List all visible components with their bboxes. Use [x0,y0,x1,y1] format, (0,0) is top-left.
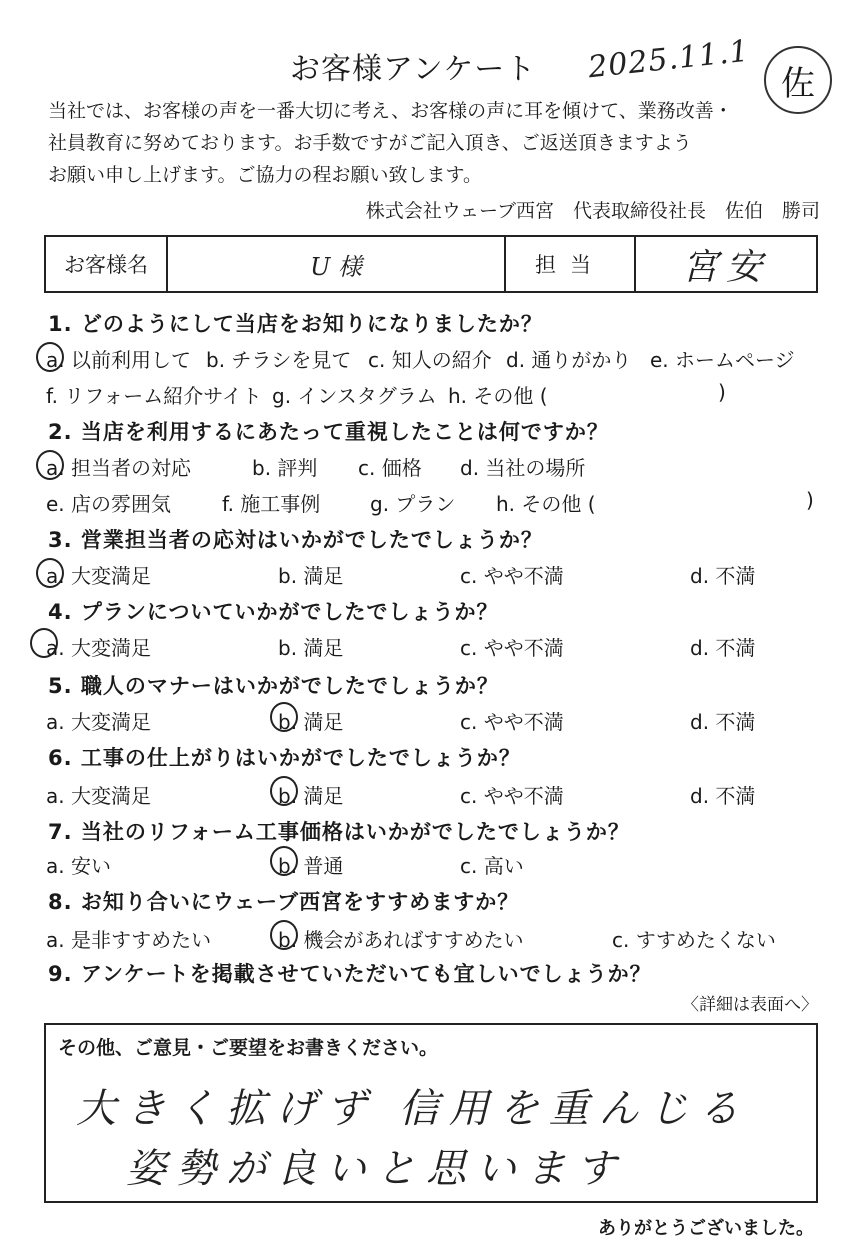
question-9-title: 9. アンケートを掲載させていただいても宜しいでしょうか？ [48,962,652,986]
q2-option-f: f. 施工事例 [222,492,321,516]
staff-label: 担当 [506,237,636,291]
q1-option-h: h. その他 ( [448,384,548,408]
handwritten-comment-line-2: 姿勢が良いと思います [126,1146,626,1192]
q2-option-b: b. 評判 [252,456,318,480]
q7-option-a: a. 安い [46,854,111,878]
handwritten-comment-line-1: 大きく拡げず 信用を重んじる [76,1086,749,1132]
customer-info-table [44,235,818,293]
q5-option-d: d. 不満 [690,710,756,734]
q7-option-b: b. 普通 [278,854,344,878]
q3-option-b: b. 満足 [278,564,344,588]
q1-option-b: b. チラシを見て [206,348,352,372]
q5-option-b: b. 満足 [278,710,344,734]
handwritten-date: 2025.11.1 [586,33,752,86]
q8-option-c: c. すすめたくない [612,928,776,952]
q1-option-d: d. 通りがかり [506,348,632,372]
q2-option-h-close: ) [806,488,814,512]
q8-option-a: a. 是非すすめたい [46,928,212,952]
question-5-title: 5. 職人のマナーはいかがでしたでしょうか？ [48,674,499,698]
q1-option-e: e. ホームページ [650,348,795,372]
q6-option-c: c. やや不満 [460,784,564,808]
survey-title: お客様アンケート [290,52,537,87]
question-7-title: 7. 当社のリフォーム工事価格はいかがでしたでしょうか？ [48,820,630,844]
q2-option-g: g. プラン [370,492,456,516]
q2-option-e: e. 店の雰囲気 [46,492,172,516]
q4-option-d: d. 不満 [690,636,756,660]
customer-name-label: お客様名 [46,237,168,291]
comment-label: その他、ご意見・ご要望をお書きください。 [58,1037,439,1059]
q3-option-a: a. 大変満足 [46,564,151,588]
q1-option-c: c. 知人の紹介 [368,348,492,372]
q9-detail-note: 〈詳細は表面へ〉 [682,995,818,1015]
q1-option-g: g. インスタグラム [272,384,437,408]
thank-you-note: ありがとうございました。 [598,1218,814,1239]
q2-option-h: h. その他 ( [496,492,596,516]
company-signature: 株式会社ウェーブ西宮 代表取締役社長 佐伯 勝司 [365,200,820,222]
q8-option-b: b. 機会があればすすめたい [278,928,524,952]
q1-option-h-close: ) [718,380,726,404]
q4-option-a: a. 大変満足 [46,636,151,660]
q5-option-a: a. 大変満足 [46,710,151,734]
question-6-title: 6. 工事の仕上がりはいかがでしたでしょうか？ [48,746,521,770]
q3-option-c: c. やや不満 [460,564,564,588]
staff-name-value: 宮安 [681,246,770,288]
q4-option-c: c. やや不満 [460,636,564,660]
question-2-title: 2. 当店を利用するにあたって重視したことは何ですか？ [48,420,609,444]
intro-line-1: 当社では、お客様の声を一番大切に考え、お客様の声に耳を傾けて、業務改善・ [48,100,733,122]
comment-box [44,1023,818,1203]
intro-line-3: お願い申し上げます。ご協力の程お願い致します。 [48,164,482,186]
q2-option-c: c. 価格 [358,456,422,480]
q6-option-d: d. 不満 [690,784,756,808]
q1-option-a: a. 以前利用して [46,348,191,372]
question-3-title: 3. 営業担当者の応対はいかがでしたでしょうか？ [48,528,543,552]
approval-stamp [764,46,832,114]
question-1-title: 1. どのようにして当店をお知りになりましたか？ [48,312,543,336]
stamp-character: 佐 [781,63,815,104]
q7-option-c: c. 高い [460,854,524,878]
q1-option-f: f. リフォーム紹介サイト [46,384,262,408]
question-4-title: 4. プランについていかがでしたでしょうか？ [48,600,499,624]
question-8-title: 8. お知り合いにウェーブ西宮をすすめますか？ [48,890,520,914]
q2-option-a: a. 担当者の対応 [46,456,191,480]
customer-name-value: U 様 [168,237,506,291]
q4-option-b: b. 満足 [278,636,344,660]
q6-option-a: a. 大変満足 [46,784,151,808]
q5-option-c: c. やや不満 [460,710,564,734]
intro-line-2: 社員教育に努めております。お手数ですがご記入頂き、ご返送頂きますよう [48,132,692,154]
q6-option-b: b. 満足 [278,784,344,808]
q3-option-d: d. 不満 [690,564,756,588]
q2-option-d: d. 当社の場所 [460,456,586,480]
